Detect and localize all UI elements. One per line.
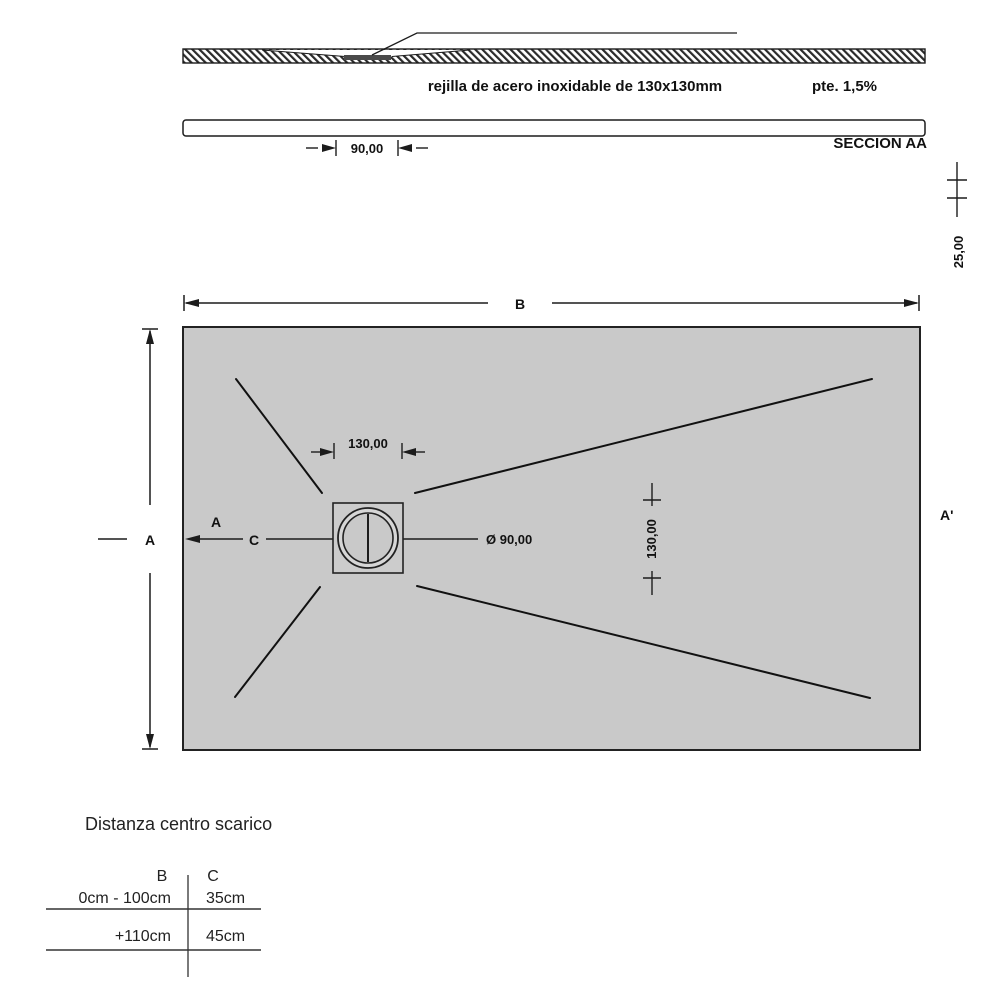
drain-dim-vertical-value: 130,00 (644, 519, 659, 559)
grille-label: rejilla de acero inoxidable de 130x130mm (427, 78, 723, 95)
table-row (79, 890, 246, 907)
b-dimension-label: B (514, 296, 526, 312)
table-cell-b1: 0cm - 100cm (78, 890, 171, 907)
section-name-label: SECCION AA (833, 135, 927, 152)
drain-width-value: 90,00 (350, 141, 384, 156)
drain-assembly (333, 503, 403, 573)
table-row (115, 928, 245, 945)
section-view (183, 33, 967, 268)
table-title: Distanza centro scarico (85, 814, 273, 834)
a-dimension-label: A (144, 532, 156, 548)
center-distance-label: C (248, 532, 260, 548)
table-cell-c1: 35cm (206, 890, 246, 907)
cut-label-inner: A (210, 514, 222, 530)
table-cell-c2: 45cm (206, 928, 246, 945)
section-base-bar (183, 120, 925, 136)
drain-dim-horizontal-value: 130,00 (348, 436, 388, 451)
thickness-value: 25,00 (951, 235, 966, 269)
section-drain-slot (344, 55, 391, 60)
slope-label: pte. 1,5% (812, 78, 878, 95)
table-header-c: C (207, 868, 219, 885)
cut-label-right: A' (940, 507, 954, 523)
thickness-dimension (947, 162, 967, 268)
table-cell-b2: +110cm (114, 928, 171, 945)
plan-view (98, 295, 953, 750)
table-header-b: B (156, 868, 168, 885)
distance-table (46, 814, 272, 977)
drain-diameter-label: Ø 90,00 (486, 532, 533, 547)
b-dimension (184, 295, 919, 312)
a-dimension (98, 329, 158, 749)
drain-width-dimension (306, 140, 428, 156)
drain-dim-vertical (643, 483, 661, 595)
